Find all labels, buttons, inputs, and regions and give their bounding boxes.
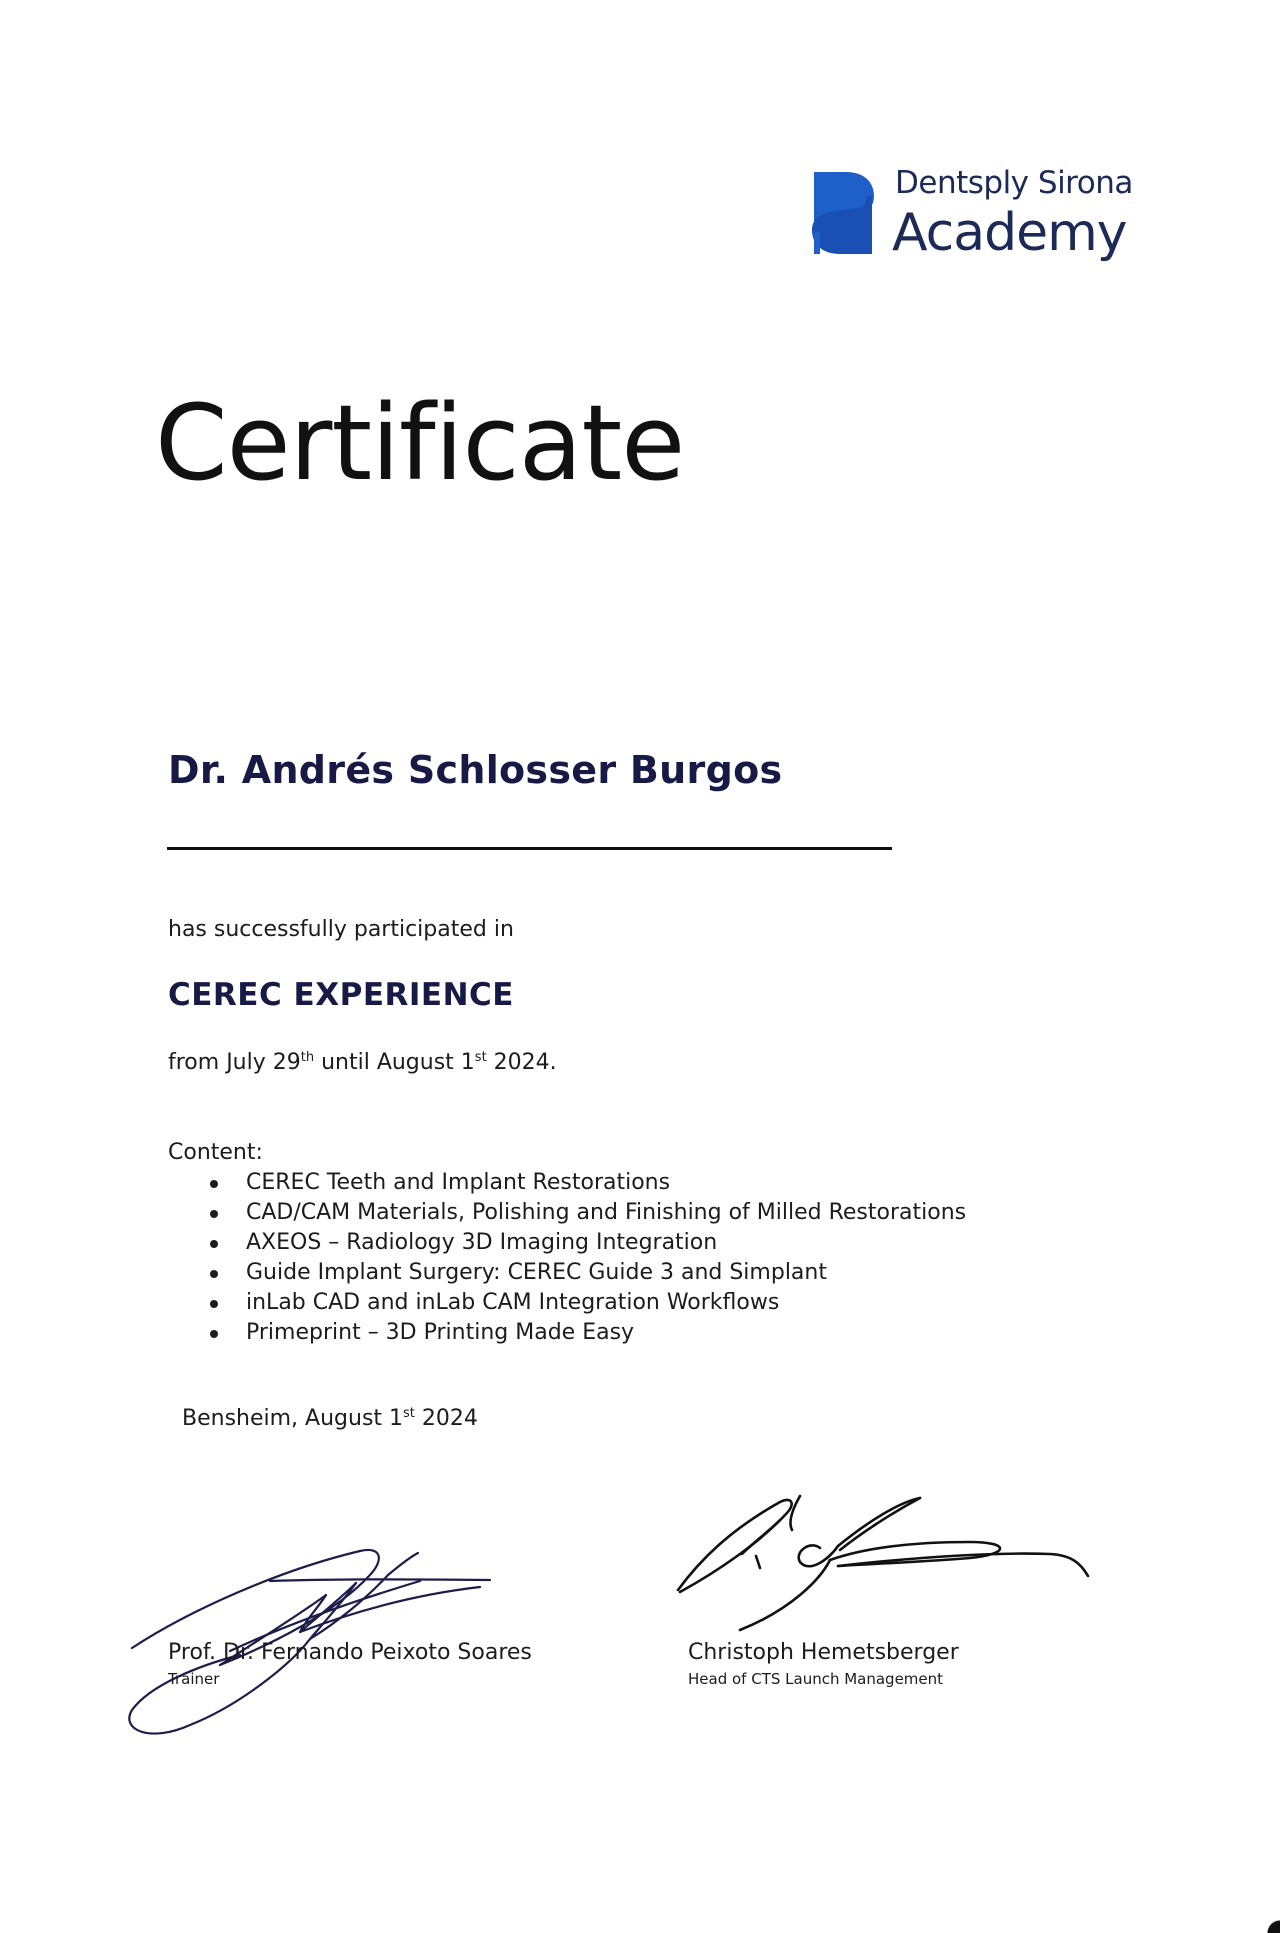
list-item [168, 1318, 966, 1348]
bullet-icon [210, 1180, 218, 1188]
content-label: Content: [168, 1140, 263, 1165]
recipient-name: Dr. Andrés Schlosser Burgos [168, 748, 783, 792]
list-item-text: Primeprint – 3D Printing Made Easy [246, 1320, 635, 1345]
left-signature-icon [120, 1515, 540, 1745]
dentsply-sirona-academy-logo [810, 165, 1150, 275]
bullet-icon [210, 1210, 218, 1218]
bullet-icon [210, 1270, 218, 1278]
course-name: CEREC EXPERIENCE [168, 977, 514, 1013]
left-signer-role: Trainer [168, 1670, 220, 1688]
right-signer-name: Christoph Hemetsberger [688, 1640, 959, 1665]
participated-text: has successfully participated in [168, 917, 514, 942]
page-corner-shadow [1250, 1893, 1280, 1933]
bullet-icon [210, 1330, 218, 1338]
dates-middle: until August 1 [314, 1050, 475, 1075]
place-date-suffix: 2024 [414, 1406, 478, 1431]
dates-suffix: 2024. [486, 1050, 557, 1075]
list-item [168, 1258, 966, 1288]
list-item-text: CEREC Teeth and Implant Restorations [246, 1170, 671, 1195]
dates-start-sup: th [300, 1050, 315, 1065]
certificate-title: Certificate [155, 382, 685, 504]
list-item [168, 1198, 966, 1228]
list-item-text: Guide Implant Surgery: CEREC Guide 3 and Simplant [246, 1260, 827, 1285]
recipient-underline [167, 847, 892, 850]
right-signature-icon [670, 1470, 1130, 1640]
list-item [168, 1228, 966, 1258]
dates-prefix: from July 29 [168, 1050, 301, 1075]
place-date-prefix: Bensheim, August 1 [182, 1406, 404, 1431]
list-item-text: AXEOS – Radiology 3D Imaging Integration [246, 1230, 718, 1255]
bullet-icon [210, 1300, 218, 1308]
logo-brand-text: Dentsply Sirona [895, 165, 1133, 201]
list-item [168, 1168, 966, 1198]
bullet-icon [210, 1240, 218, 1248]
list-item [168, 1288, 966, 1318]
place-and-date [182, 1406, 478, 1431]
right-signer-role: Head of CTS Launch Management [688, 1670, 944, 1688]
dates-end-sup: st [474, 1050, 487, 1065]
logo-academy-text: Academy [892, 203, 1127, 263]
course-dates [168, 1050, 557, 1075]
list-item-text: CAD/CAM Materials, Polishing and Finishing of Milled Restorations [246, 1200, 967, 1225]
place-date-sup: st [403, 1406, 415, 1421]
left-signer-name: Prof. Dr. Fernando Peixoto Soares [168, 1640, 532, 1665]
logo-mark-icon [810, 168, 876, 258]
list-item-text: inLab CAD and inLab CAM Integration Workflows [246, 1290, 780, 1315]
content-list [168, 1168, 966, 1348]
